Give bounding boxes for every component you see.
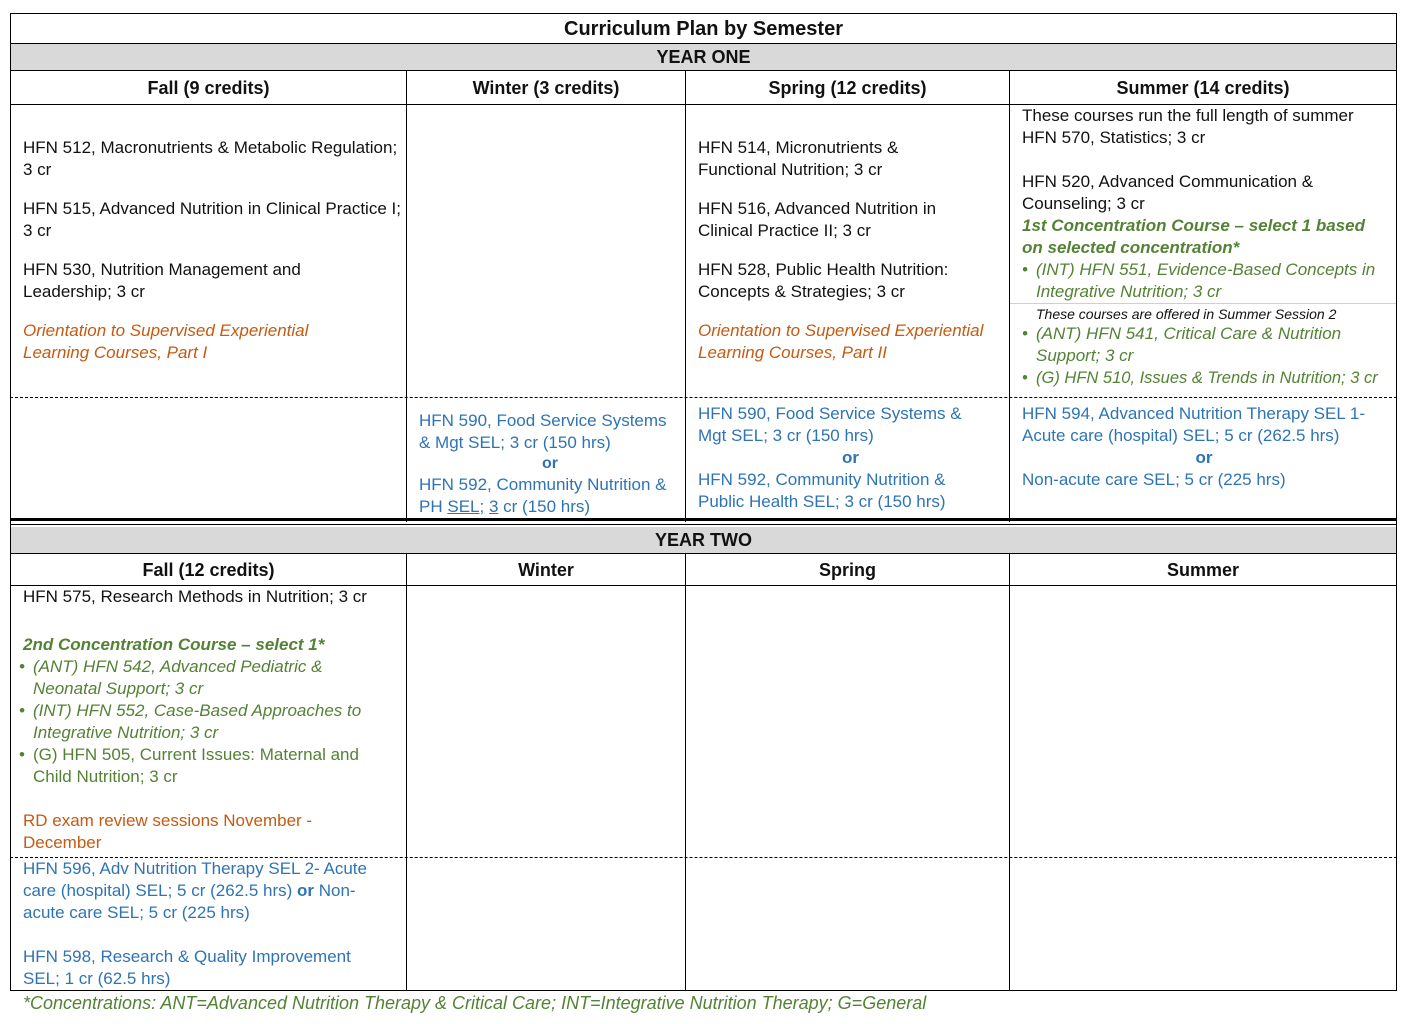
col-divider <box>685 70 686 522</box>
course-hfn512: HFN 512, Macronutrients & Metabolic Regulation; 3 cr <box>23 138 398 179</box>
course-hfn575: HFN 575, Research Methods in Nutrition; 3 cr <box>23 587 367 606</box>
y1-header-fall: Fall (9 credits) <box>147 78 270 98</box>
col-divider <box>1009 70 1010 522</box>
rule <box>10 553 1397 554</box>
bullet: • <box>19 701 25 720</box>
concentrations-footnote: *Concentrations: ANT=Advanced Nutrition Therapy & Critical Care; INT=Integrative Nutrition Therapy; G=General <box>23 993 927 1013</box>
y2-header-summer: Summer <box>1166 560 1240 580</box>
sel-hfn592 <box>419 474 681 518</box>
sel-hfn592-credits: 3 <box>488 497 499 516</box>
concentration-option-int-y2: • (INT) HFN 552, Case-Based Approaches to Integrative Nutrition; 3 cr <box>19 701 362 742</box>
or-label: or <box>542 455 558 472</box>
y2-header-fall: Fall (12 credits) <box>142 560 275 580</box>
year-two-label: YEAR TWO <box>655 530 752 550</box>
concentration-option-g-y2: • (G) HFN 505, Current Issues: Maternal and Child Nutrition; 3 cr <box>19 745 359 786</box>
concentration-option-g: • (G) HFN 510, Issues & Trends in Nutrition; 3 cr <box>1022 369 1378 387</box>
course-hfn514: HFN 514, Micronutrients & Functional Nutrition; 3 cr <box>698 138 899 179</box>
col-divider <box>685 553 686 991</box>
sel-hfn592-spring: HFN 592, Community Nutrition & Public Health SEL; 3 cr (150 hrs) <box>698 470 946 511</box>
bullet: • <box>19 745 25 764</box>
y1-fall-cell <box>23 137 403 364</box>
y1-header-winter: Winter (3 credits) <box>472 78 620 98</box>
y1-summer-sel-cell <box>1022 403 1392 491</box>
bullet: • <box>1022 260 1028 279</box>
y1-header-spring: Spring (12 credits) <box>768 78 927 98</box>
or-label: or <box>1195 448 1213 467</box>
double-rule <box>10 518 1397 521</box>
sel-hfn594: HFN 594, Advanced Nutrition Therapy SEL 1- Acute care (hospital) SEL; 5 cr (262.5 hrs) <box>1022 404 1366 445</box>
y2-fall-cell <box>19 586 403 854</box>
concentration-option-int: • (INT) HFN 551, Evidence-Based Concepts in Integrative Nutrition; 3 cr <box>1022 260 1376 301</box>
dashed-rule <box>10 397 1397 398</box>
sel-hfn592-text: HFN 592, Community Nutrition & PH <box>419 475 667 516</box>
rule <box>10 70 1397 71</box>
course-hfn530: HFN 530, Nutrition Management and Leadership; 3 cr <box>23 260 301 301</box>
rule <box>10 43 1397 44</box>
concentration-option-ant: • (ANT) HFN 541, Critical Care & Nutrition Support; 3 cr <box>1022 324 1342 365</box>
double-rule <box>10 524 1397 525</box>
col-divider <box>406 553 407 991</box>
table-border-top <box>10 13 1397 14</box>
second-concentration-heading: 2nd Concentration Course – select 1* <box>23 635 325 654</box>
col-divider <box>406 70 407 522</box>
table-border-bottom <box>10 990 1397 991</box>
y1-spring-cell <box>698 137 1003 364</box>
sel-hfn590: HFN 590, Food Service Systems & Mgt SEL; 3 cr (150 hrs) <box>419 411 667 452</box>
rd-exam-review: RD exam review sessions November - December <box>23 811 313 852</box>
bullet: • <box>19 657 25 676</box>
table-border-left <box>10 13 11 991</box>
sel-hfn592-hours: cr (150 hrs) <box>503 497 591 516</box>
sel-hfn598: HFN 598, Research & Quality Improvement SEL; 1 cr (62.5 hrs) <box>23 947 351 988</box>
bullet: • <box>1022 369 1028 387</box>
or-label: or <box>297 881 315 900</box>
summer-session2-note: These courses are offered in Summer Session 2 <box>1036 306 1337 322</box>
y2-header-spring: Spring <box>819 560 876 580</box>
or-label: or <box>842 448 859 467</box>
course-hfn520: HFN 520, Advanced Communication & Counseling; 3 cr <box>1022 172 1314 213</box>
course-hfn528: HFN 528, Public Health Nutrition: Concepts & Strategies; 3 cr <box>698 260 949 301</box>
sel-hfn592-sel: SEL; <box>447 497 485 516</box>
page-title: Curriculum Plan by Semester <box>564 18 843 40</box>
sel-hfn596: HFN 596, Adv Nutrition Therapy SEL 2- Acute care (hospital) SEL; 5 cr (262.5 hrs) or Non-acute care SEL; 5 cr (225 hrs) <box>23 859 367 922</box>
course-hfn516: HFN 516, Advanced Nutrition in Clinical Practice II; 3 cr <box>698 199 937 240</box>
y1-header-summer: Summer (14 credits) <box>1116 78 1290 98</box>
concentration-option-ant-y2: • (ANT) HFN 542, Advanced Pediatric & Neonatal Support; 3 cr <box>19 657 323 698</box>
table-border-right <box>1396 13 1397 991</box>
year-one-label: YEAR ONE <box>656 47 751 67</box>
y1-winter-sel-cell <box>419 410 681 518</box>
course-hfn515: HFN 515, Advanced Nutrition in Clinical Practice I; 3 cr <box>23 199 401 240</box>
y2-fall-sel-cell <box>23 858 403 990</box>
course-hfn570: HFN 570, Statistics; 3 cr <box>1022 128 1206 147</box>
summer-full-length-note: These courses run the full length of summer <box>1022 106 1354 125</box>
sel-hfn590-spring: HFN 590, Food Service Systems & Mgt SEL; 3 cr (150 hrs) <box>698 404 962 445</box>
orientation-part2: Orientation to Supervised Experiential Learning Courses, Part II <box>698 321 984 362</box>
y2-header-winter: Winter <box>518 560 574 580</box>
orientation-part1: Orientation to Supervised Experiential Learning Courses, Part I <box>23 321 309 362</box>
y1-spring-sel-cell <box>698 403 1003 513</box>
first-concentration-heading: 1st Concentration Course – select 1 based on selected concentration* <box>1022 216 1365 257</box>
sel-non-acute: Non-acute care SEL; 5 cr (225 hrs) <box>1022 470 1286 489</box>
col-divider <box>1009 553 1010 991</box>
y1-summer-cell <box>1022 105 1392 389</box>
bullet: • <box>1022 324 1028 343</box>
